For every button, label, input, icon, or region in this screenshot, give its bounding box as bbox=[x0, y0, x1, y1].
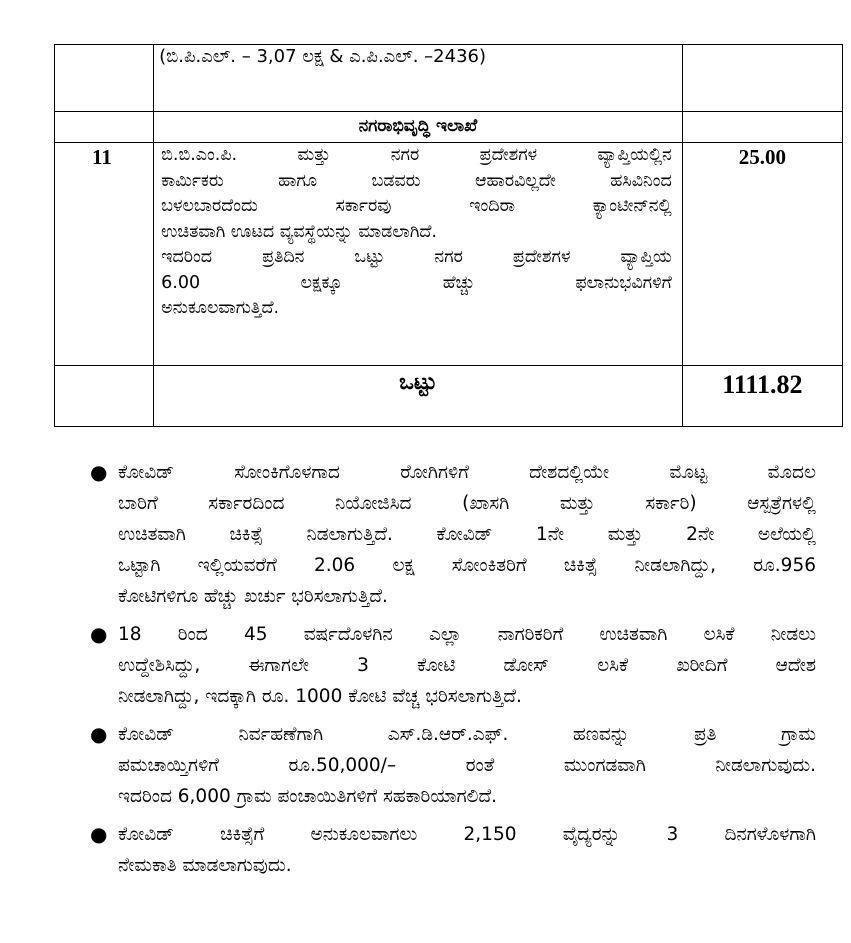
row-number: 11 bbox=[92, 145, 112, 169]
bullet-icon: ● bbox=[90, 722, 108, 746]
bullet-icon: ● bbox=[90, 622, 108, 646]
section-heading: ನಗರಾಭಿವೃದ್ಧಿ ಇಲಾಖೆ bbox=[358, 116, 478, 136]
description-line: ಉಚಿತವಾಗಿ ಊಟದ ವ್ಯವಸ್ಥೆಯನ್ನು ಮಾಡಲಾಗಿದೆ. bbox=[161, 221, 437, 242]
table-row-11 bbox=[55, 143, 843, 366]
amount-cell bbox=[682, 45, 842, 112]
table-row-section-heading bbox=[55, 112, 843, 143]
description-line: ಇದರಿಂದ ಪ್ರತಿದಿನ ಒಟ್ಟು ನಗರ ಪ್ರದೇಶಗಳ ವ್ಯಾಪ್ತಿಯ bbox=[161, 247, 672, 267]
table-row-total bbox=[55, 366, 843, 427]
bullet-line: 18 ರಿಂದ 45 ವರ್ಷದೊಳಗಿನ ಎಲ್ಲಾ ನಾಗರಿಕರಿಗೆ ಉಚಿತವಾಗಿ ಲಸಿಕೆ ನೀಡಲು bbox=[118, 624, 816, 645]
description-line: ಬಿ.ಬಿ.ಎಂ.ಪಿ. ಮತ್ತು ನಗರ ಪ್ರದೇಶಗಳ ವ್ಯಾಪ್ತಿಯಲ್ಲಿನ bbox=[161, 145, 672, 165]
list-item bbox=[88, 719, 816, 812]
bullet-list bbox=[88, 457, 816, 888]
bullet-line: ಕೋವಿಡ್ ಚಿಕಿತ್ಸೆಗೆ ಅನುಕೂಲವಾಗಲು 2,150 ವೈದ್ಯರನ್ನು 3 ದಿನಗಳೊಳಗಾಗಿ bbox=[118, 824, 816, 845]
total-label: ಒಟ್ಟು bbox=[399, 370, 437, 395]
bullet-line: ಪಮಚಾಯ್ತಿಗಳಿಗೆ ರೂ.50,000/– ರಂತೆ ಮುಂಗಡವಾಗಿ ನೀಡಲಾಗುವುದು. bbox=[118, 755, 816, 776]
bpl-apl-note: (ಬಿ.ಪಿ.ಎಲ್. – 3,07 ಲಕ್ಷ & ಎ.ಪಿ.ಎಲ್. –2436) bbox=[159, 46, 487, 67]
list-item bbox=[88, 819, 816, 881]
description-cell bbox=[154, 45, 683, 112]
bullet-icon: ● bbox=[90, 460, 108, 484]
description-line: 6.00 ಲಕ್ಷಕ್ಕೂ ಹೆಚ್ಚು ಫಲಾನುಭವಿಗಳಿಗೆ bbox=[161, 272, 672, 293]
bullet-icon: ● bbox=[90, 822, 108, 846]
bullet-line: ಕೋಟಿಗಳಿಗೂ ಹೆಚ್ಚು ಖರ್ಚು ಭರಿಸಲಾಗುತ್ತಿದೆ. bbox=[118, 586, 388, 607]
description-line: ಅನುಕೂಲವಾಗುತ್ತಿದೆ. bbox=[161, 298, 280, 318]
bullet-line: ನೀಡಲಾಗಿದ್ದು, ಇದಕ್ಕಾಗಿ ರೂ. 1000 ಕೋಟಿ ವೆಚ್ಚ ಭರಿಸಲಾಗುತ್ತಿದೆ. bbox=[118, 686, 522, 707]
row-description bbox=[154, 143, 682, 322]
bullet-line: ಕೋವಿಡ್ ಸೋಂಕಿಗೊಳಗಾದ ರೋಗಿಗಳಿಗೆ ದೇಶದಲ್ಲಿಯೇ ಮೊಟ್ಟ ಮೊದಲ bbox=[118, 462, 816, 483]
bullet-line: ಕೋವಿಡ್ ನಿರ್ವಹಣೆಗಾಗಿ ಎಸ್.ಡಿ.ಆರ್.ಎಫ್. ಹಣವನ್ನು ಪ್ರತಿ ಗ್ರಾಮ bbox=[118, 724, 816, 745]
table-row-previous bbox=[55, 45, 843, 112]
total-amount: 1111.82 bbox=[722, 370, 803, 399]
bullet-line: ಬಾರಿಗೆ ಸರ್ಕಾರದಿಂದ ನಿಯೋಜಿಸಿದ (ಖಾಸಗಿ ಮತ್ತು ಸರ್ಕಾರಿ) ಆಸ್ಪತ್ರೆಗಳಲ್ಲಿ bbox=[118, 493, 816, 514]
budget-table bbox=[54, 44, 843, 427]
bullet-line: ಉಚಿತವಾಗಿ ಚಿಕಿತ್ಸೆ ನಿಡಲಾಗುತ್ತಿದೆ. ಕೋವಿಡ್ 1ನೇ ಮತ್ತು 2ನೇ ಅಲೆಯಲ್ಲಿ bbox=[118, 524, 816, 545]
description-line: ಕಾರ್ಮಿಕರು ಹಾಗೂ ಬಡವರು ಆಹಾರವಿಲ್ಲದೇ ಹಸಿವಿನಿಂದ bbox=[161, 170, 672, 191]
bullet-line: ಒಟ್ಟಾಗಿ ಇಲ್ಲಿಯವರೆಗೆ 2.06 ಲಕ್ಷ ಸೋಂಕಿತರಿಗೆ ಚಿಕಿತ್ಸೆ ನೀಡಲಾಗಿದ್ದು, ರೂ.956 bbox=[118, 555, 816, 576]
list-item bbox=[88, 619, 816, 712]
bullet-line: ಇದರಿಂದ 6,000 ಗ್ರಾಮ ಪಂಚಾಯಿತಿಗಳಿಗೆ ಸಹಕಾರಿಯಾಗಲಿದೆ. bbox=[118, 786, 498, 807]
bullet-line: ನೇಮಕಾತಿ ಮಾಡಲಾಗುವುದು. bbox=[118, 855, 292, 876]
bullet-line: ಉದ್ದೇಶಿಸಿದ್ದು, ಈಗಾಗಲೇ 3 ಕೋಟಿ ಡೋಸ್ ಲಸಿಕೆ ಖರೀದಿಗೆ ಆದೇಶ bbox=[118, 655, 816, 676]
list-item bbox=[88, 457, 816, 612]
row-amount: 25.00 bbox=[738, 145, 787, 169]
serial-cell bbox=[55, 45, 154, 112]
description-line: ಬಳಲಬಾರದೆಂದು ಸರ್ಕಾರವು ಇಂದಿರಾ ಕ್ಯಾಂಟೀನ್‌ನಲ್ಲಿ bbox=[161, 196, 672, 216]
